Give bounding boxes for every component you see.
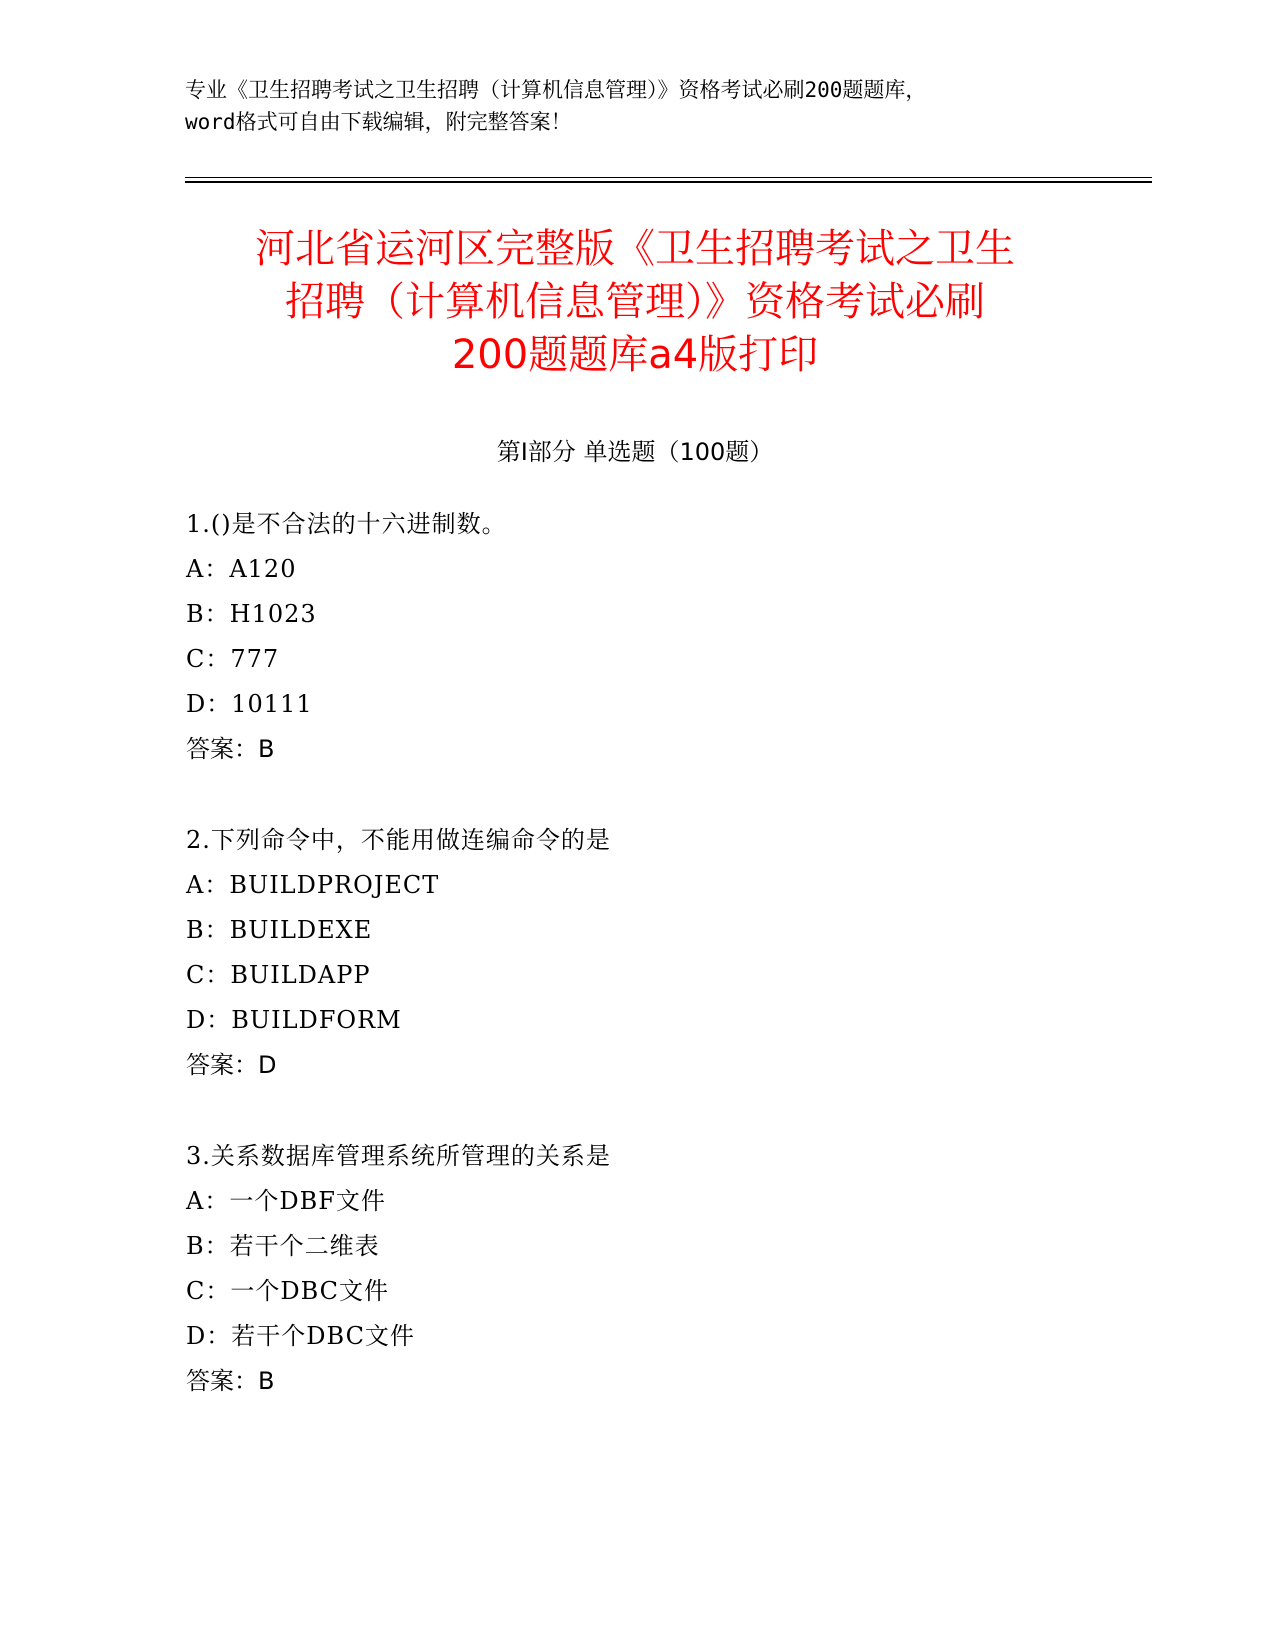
header-note-line-2: word格式可自由下载编辑，附完整答案！ xyxy=(185,110,572,134)
option-d: D：若干个DBC文件 xyxy=(186,1322,415,1350)
option-a: A：A120 xyxy=(186,555,297,583)
option-b: B：若干个二维表 xyxy=(186,1232,380,1260)
option-a: A：BUILDPROJECT xyxy=(186,871,440,899)
document-title-line-2: 招聘（计算机信息管理）》资格考试必刷 xyxy=(285,279,985,325)
document-title-line-3: 200题题库a4版打印 xyxy=(451,332,819,378)
option-c: C：BUILDAPP xyxy=(186,961,371,989)
header-divider-thick xyxy=(185,181,1152,183)
answer: 答案：B xyxy=(186,1367,275,1395)
question-stem: 3.关系数据库管理系统所管理的关系是 xyxy=(186,1142,611,1170)
question-2 xyxy=(186,818,1086,1088)
question-stem: 1.()是不合法的十六进制数。 xyxy=(186,510,507,538)
header-note xyxy=(185,74,1085,138)
question-1 xyxy=(186,502,1086,772)
option-d: D：10111 xyxy=(186,690,313,718)
question-stem: 2.下列命令中，不能用做连编命令的是 xyxy=(186,826,611,854)
question-3 xyxy=(186,1134,1086,1404)
answer: 答案：D xyxy=(186,1051,277,1079)
option-c: C：一个DBC文件 xyxy=(186,1277,390,1305)
option-c: C：777 xyxy=(186,645,280,673)
header-divider-thin xyxy=(185,177,1152,178)
document-title xyxy=(185,223,1085,382)
document-title-line-1: 河北省运河区完整版《卫生招聘考试之卫生 xyxy=(255,226,1015,272)
option-b: B：BUILDEXE xyxy=(186,916,373,944)
section-heading: 第Ⅰ部分 单选题（100题） xyxy=(496,438,774,466)
answer: 答案：B xyxy=(186,735,275,763)
option-b: B：H1023 xyxy=(186,600,317,628)
header-note-line-1: 专业《卫生招聘考试之卫生招聘（计算机信息管理）》资格考试必刷200题题库， xyxy=(185,78,927,102)
option-a: A：一个DBF文件 xyxy=(186,1187,386,1215)
option-d: D：BUILDFORM xyxy=(186,1006,402,1034)
